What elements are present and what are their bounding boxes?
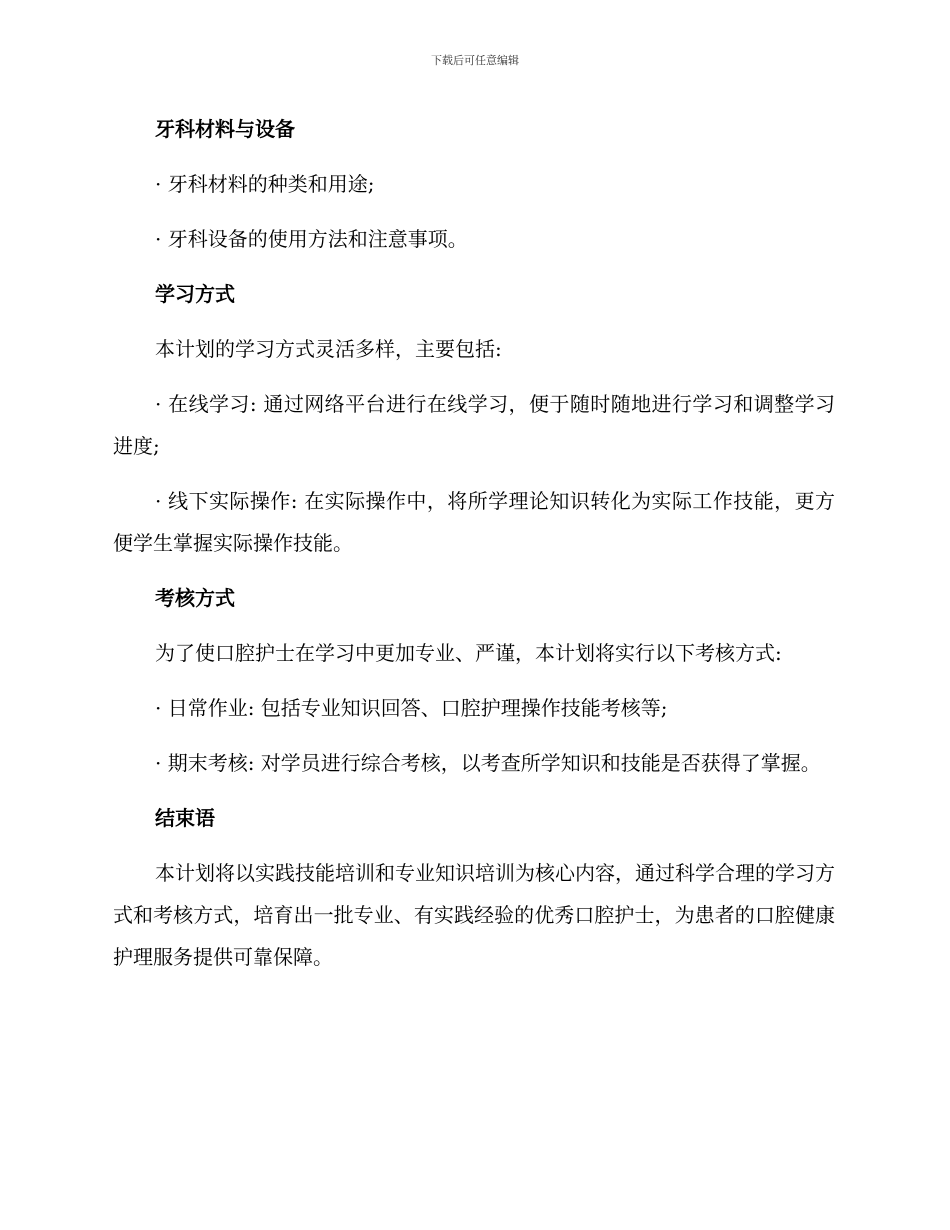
bullet-paragraph: · 牙科设备的使用方法和注意事项。: [155, 227, 468, 251]
section-heading: 学习方式: [155, 282, 235, 306]
section-heading: 考核方式: [155, 586, 235, 610]
section-heading: 牙科材料与设备: [155, 117, 295, 141]
bullet-paragraph: · 期末考核: 对学员进行综合考核，以考查所学知识和技能是否获得了掌握。: [155, 751, 821, 775]
section-heading: 结束语: [155, 806, 215, 830]
bullet-paragraph: · 线下实际操作: 在实际操作中，将所学理论知识转化为实际工作技能，更方便学生掌握实际操作技能。: [113, 489, 835, 555]
body-paragraph: 本计划的学习方式灵活多样，主要包括:: [155, 337, 502, 361]
bullet-paragraph: · 牙科材料的种类和用途;: [155, 172, 375, 196]
bullet-paragraph: · 日常作业: 包括专业知识回答、口腔护理操作技能考核等;: [155, 696, 668, 720]
document-body: [113, 108, 835, 991]
bullet-paragraph: · 在线学习: 通过网络平台进行在线学习，便于随时随地进行学习和调整学习进度;: [113, 392, 835, 458]
body-paragraph: 本计划将以实践技能培训和专业知识培训为核心内容，通过科学合理的学习方式和考核方式，培育出一批专业、有实践经验的优秀口腔护士，为患者的口腔健康护理服务提供可靠保障。: [113, 861, 835, 969]
page-header: 下载后可任意编辑: [431, 54, 519, 67]
body-paragraph: 为了使口腔护士在学习中更加专业、严谨，本计划将实行以下考核方式:: [155, 641, 782, 665]
